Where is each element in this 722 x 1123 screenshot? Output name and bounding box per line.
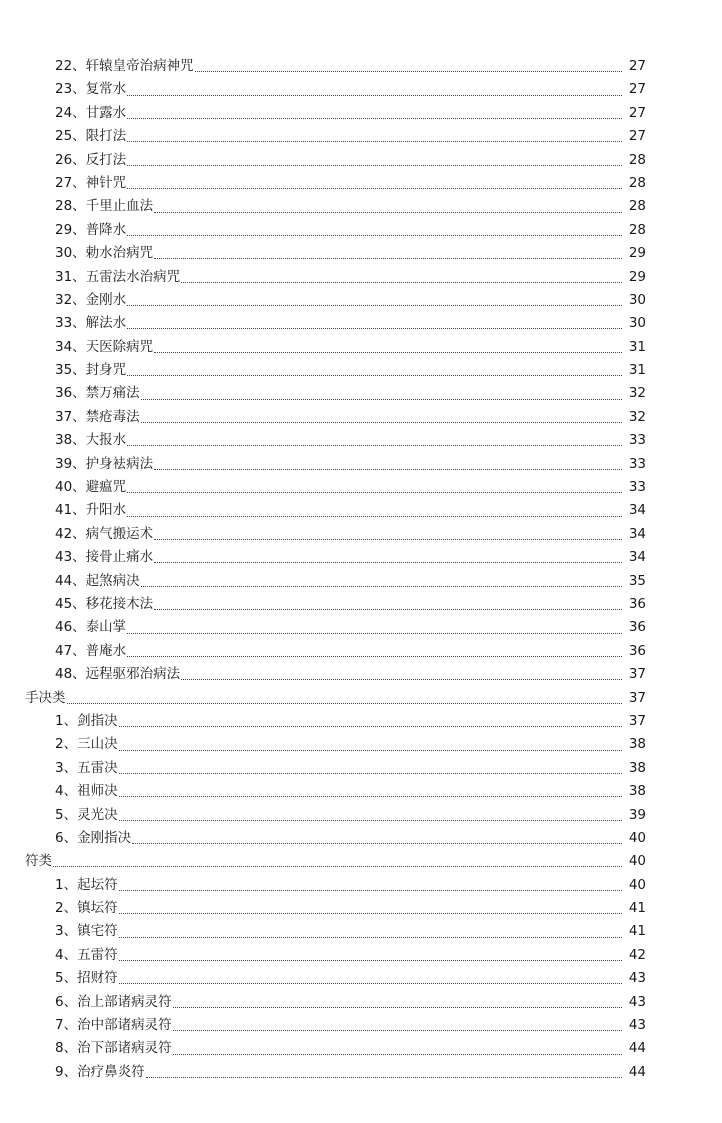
- toc-page-number: 27: [628, 104, 646, 121]
- toc-entry[interactable]: [0, 125, 722, 148]
- toc-entry-title: 44、起煞病决: [55, 572, 140, 589]
- dot-leader: [127, 328, 622, 329]
- toc-page-number: 34: [628, 502, 646, 519]
- toc-page-number: 39: [628, 806, 646, 823]
- table-of-contents: [0, 55, 722, 1084]
- dot-leader: [119, 796, 622, 797]
- toc-entry-title: 28、千里止血法: [55, 198, 154, 215]
- dot-leader: [127, 95, 622, 96]
- dot-leader: [181, 282, 622, 283]
- toc-page-number: 43: [628, 993, 646, 1010]
- toc-entry-title: 33、解法水: [55, 315, 127, 332]
- dot-leader: [154, 539, 622, 540]
- toc-entry[interactable]: [0, 242, 722, 265]
- toc-entry[interactable]: [0, 359, 722, 382]
- toc-page-number: 34: [628, 549, 646, 566]
- toc-entry[interactable]: [0, 219, 722, 242]
- toc-page-number: 33: [628, 479, 646, 496]
- toc-page-number: 35: [628, 572, 646, 589]
- toc-entry-title: 40、避瘟咒: [55, 479, 127, 496]
- dot-leader: [181, 679, 622, 680]
- toc-entry[interactable]: [0, 920, 722, 943]
- dot-leader: [119, 726, 622, 727]
- toc-entry[interactable]: [0, 616, 722, 639]
- toc-page-number: 27: [628, 81, 646, 98]
- toc-page-number: 44: [628, 1040, 646, 1057]
- dot-leader: [154, 352, 622, 353]
- toc-page-number: 31: [628, 362, 646, 379]
- toc-page-number: 28: [628, 174, 646, 191]
- toc-entry-title: 23、复常水: [55, 81, 127, 98]
- dot-leader: [141, 422, 622, 423]
- toc-entry[interactable]: [0, 312, 722, 335]
- toc-entry-title: 22、轩辕皇帝治病神咒: [55, 58, 194, 74]
- toc-entry[interactable]: [0, 874, 722, 897]
- toc-entry-title: 4、祖师决: [55, 783, 118, 800]
- dot-leader: [119, 960, 622, 961]
- dot-leader: [127, 118, 622, 119]
- toc-page-number: 41: [628, 923, 646, 940]
- toc-page-number: 34: [628, 525, 646, 542]
- toc-entry-title: 47、普庵水: [55, 642, 127, 659]
- toc-section-heading[interactable]: [0, 687, 722, 710]
- dot-leader: [154, 212, 622, 213]
- toc-entry-title: 45、移花接木法: [55, 595, 154, 612]
- toc-entry-title: 1、起坛符: [55, 876, 118, 893]
- toc-entry-title: 27、神针咒: [55, 174, 127, 191]
- toc-entry[interactable]: [0, 523, 722, 546]
- toc-page-number: 40: [628, 876, 646, 893]
- toc-entry[interactable]: [0, 55, 722, 78]
- toc-entry[interactable]: [0, 733, 722, 756]
- toc-page-number: 33: [628, 455, 646, 472]
- toc-entry-title: 48、远程驱邪治病法: [55, 666, 181, 683]
- dot-leader: [127, 375, 622, 376]
- toc-entry[interactable]: [0, 827, 722, 850]
- dot-leader: [119, 750, 622, 751]
- dot-leader: [67, 703, 623, 704]
- toc-page-number: 30: [628, 315, 646, 332]
- toc-entry[interactable]: [0, 780, 722, 803]
- dot-leader: [154, 562, 622, 563]
- toc-entry-title: 46、泰山掌: [55, 619, 127, 636]
- toc-entry[interactable]: [0, 266, 722, 289]
- toc-entry[interactable]: [0, 710, 722, 733]
- toc-entry-title: 43、接骨止痛水: [55, 549, 154, 566]
- toc-entry-title: 30、勅水治病咒: [55, 245, 154, 262]
- dot-leader: [53, 866, 622, 867]
- toc-entry[interactable]: [0, 570, 722, 593]
- toc-entry[interactable]: [0, 757, 722, 780]
- dot-leader: [127, 141, 622, 142]
- toc-page-number: 43: [628, 1017, 646, 1034]
- toc-page-number: 40: [628, 853, 646, 870]
- toc-entry[interactable]: [0, 1061, 722, 1084]
- toc-page-number: 32: [628, 408, 646, 425]
- toc-entry[interactable]: [0, 429, 722, 452]
- dot-leader: [173, 1007, 622, 1008]
- toc-entry-title: 37、禁疮毒法: [55, 408, 140, 425]
- toc-entry-title: 8、治下部诸病灵符: [55, 1040, 172, 1057]
- toc-entry[interactable]: [0, 546, 722, 569]
- toc-entry[interactable]: [0, 1037, 722, 1060]
- toc-entry-title: 3、镇宅符: [55, 923, 118, 940]
- toc-page-number: 40: [628, 829, 646, 846]
- toc-entry[interactable]: [0, 102, 722, 125]
- dot-leader: [146, 1077, 622, 1078]
- toc-entry[interactable]: [0, 289, 722, 312]
- dot-leader: [173, 1054, 622, 1055]
- toc-page-number: 33: [628, 432, 646, 449]
- dot-leader: [119, 937, 622, 938]
- toc-entry-title: 6、金刚指决: [55, 829, 132, 846]
- toc-entry[interactable]: [0, 172, 722, 195]
- toc-entry[interactable]: [0, 1014, 722, 1037]
- toc-entry-title: 5、灵光决: [55, 806, 118, 823]
- dot-leader: [195, 71, 622, 72]
- dot-leader: [119, 890, 622, 891]
- toc-page-number: 42: [628, 946, 646, 963]
- toc-page-number: 28: [628, 221, 646, 238]
- toc-entry-title: 符类: [25, 853, 52, 870]
- toc-page-number: 27: [628, 128, 646, 145]
- toc-entry-title: 39、护身袪病法: [55, 455, 154, 472]
- dot-leader: [127, 445, 622, 446]
- toc-entry-title: 3、五雷决: [55, 759, 118, 776]
- toc-entry[interactable]: [0, 991, 722, 1014]
- dot-leader: [127, 188, 622, 189]
- toc-page-number: 38: [628, 783, 646, 800]
- toc-entry[interactable]: [0, 149, 722, 172]
- dot-leader: [119, 983, 622, 984]
- toc-page-number: 30: [628, 291, 646, 308]
- toc-entry[interactable]: [0, 804, 722, 827]
- dot-leader: [127, 516, 622, 517]
- toc-entry-title: 9、治疗鼻炎符: [55, 1063, 145, 1080]
- dot-leader: [127, 235, 622, 236]
- toc-entry-title: 1、剑指决: [55, 712, 118, 729]
- toc-page-number: 29: [628, 245, 646, 262]
- dot-leader: [127, 633, 622, 634]
- toc-page-number: 41: [628, 900, 646, 917]
- toc-entry-title: 31、五雷法水治病咒: [55, 268, 181, 285]
- toc-entry[interactable]: [0, 499, 722, 522]
- toc-entry[interactable]: [0, 78, 722, 101]
- toc-page-number: 38: [628, 759, 646, 776]
- toc-page-number: 28: [628, 151, 646, 168]
- toc-page-number: 37: [628, 666, 646, 683]
- dot-leader: [127, 165, 622, 166]
- toc-page-number: 36: [628, 595, 646, 612]
- toc-page-number: 43: [628, 970, 646, 987]
- dot-leader: [119, 773, 622, 774]
- toc-page-number: 38: [628, 736, 646, 753]
- toc-entry-title: 4、五雷符: [55, 946, 118, 963]
- dot-leader: [141, 586, 622, 587]
- toc-entry[interactable]: [0, 195, 722, 218]
- toc-entry-title: 手决类: [25, 689, 66, 706]
- toc-entry-title: 29、普降水: [55, 221, 127, 238]
- toc-entry-title: 34、天医除病咒: [55, 338, 154, 355]
- toc-entry[interactable]: [0, 593, 722, 616]
- toc-page-number: 31: [628, 338, 646, 355]
- dot-leader: [127, 305, 622, 306]
- toc-entry-title: 32、金刚水: [55, 291, 127, 308]
- toc-entry[interactable]: [0, 476, 722, 499]
- dot-leader: [127, 656, 622, 657]
- toc-entry-title: 6、治上部诸病灵符: [55, 993, 172, 1010]
- toc-entry[interactable]: [0, 897, 722, 920]
- dot-leader: [141, 399, 622, 400]
- toc-entry-title: 38、大报水: [55, 432, 127, 449]
- toc-page-number: 32: [628, 385, 646, 402]
- dot-leader: [119, 913, 622, 914]
- toc-entry[interactable]: [0, 663, 722, 686]
- toc-entry-title: 2、镇坛符: [55, 900, 118, 917]
- dot-leader: [127, 492, 622, 493]
- toc-entry-title: 36、禁万痛法: [55, 385, 140, 402]
- toc-page-number: 37: [628, 712, 646, 729]
- toc-page-number: 28: [628, 198, 646, 215]
- toc-entry[interactable]: [0, 944, 722, 967]
- toc-entry-title: 7、治中部诸病灵符: [55, 1017, 172, 1034]
- toc-entry[interactable]: [0, 640, 722, 663]
- toc-entry[interactable]: [0, 453, 722, 476]
- dot-leader: [154, 469, 622, 470]
- toc-entry-title: 2、三山决: [55, 736, 118, 753]
- toc-entry[interactable]: [0, 336, 722, 359]
- toc-entry[interactable]: [0, 406, 722, 429]
- toc-entry[interactable]: [0, 967, 722, 990]
- dot-leader: [119, 820, 622, 821]
- dot-leader: [132, 843, 622, 844]
- toc-page-number: 27: [628, 58, 646, 74]
- toc-page-number: 37: [628, 689, 646, 706]
- toc-entry-title: 5、招财符: [55, 970, 118, 987]
- toc-entry-title: 25、限打法: [55, 128, 127, 145]
- toc-entry[interactable]: [0, 382, 722, 405]
- toc-entry-title: 35、封身咒: [55, 362, 127, 379]
- toc-page-number: 44: [628, 1063, 646, 1080]
- toc-page-number: 29: [628, 268, 646, 285]
- toc-entry-title: 42、病气搬运术: [55, 525, 154, 542]
- toc-page-number: 36: [628, 619, 646, 636]
- toc-page-number: 36: [628, 642, 646, 659]
- toc-entry-title: 24、甘露水: [55, 104, 127, 121]
- dot-leader: [154, 609, 622, 610]
- toc-entry-title: 26、反打法: [55, 151, 127, 168]
- dot-leader: [173, 1030, 622, 1031]
- toc-section-heading[interactable]: [0, 850, 722, 873]
- toc-entry-title: 41、升阳水: [55, 502, 127, 519]
- dot-leader: [154, 258, 622, 259]
